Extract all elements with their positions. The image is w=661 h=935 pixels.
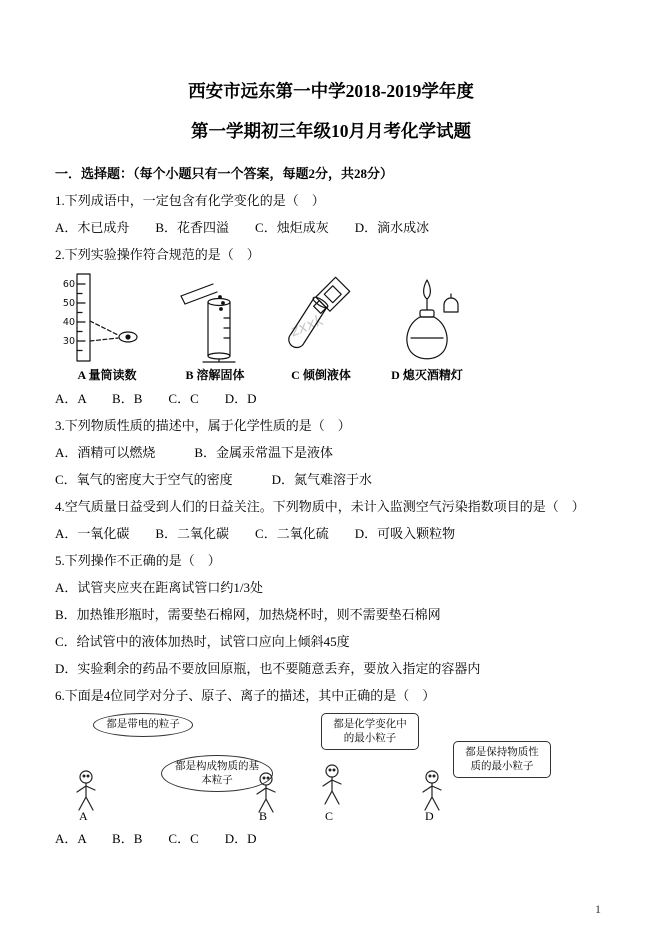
q6-label-d: D xyxy=(425,809,434,823)
q5-option-c: C．给试管中的液体加热时，试管口应向上倾斜45度 xyxy=(55,634,350,649)
q2-figure-item-d xyxy=(385,272,469,383)
q4-options: A．一氧化碳 B．二氧化碳 C．二氧化硫 D．可吸入颗粒物 xyxy=(55,526,456,541)
scale-tick-40: 40 xyxy=(62,317,75,328)
graduated-cylinder-reading-drawing xyxy=(57,272,157,364)
watermark-text: zxxk xyxy=(287,310,327,341)
q2-figure-item-a xyxy=(57,272,157,383)
student-figure-c xyxy=(317,763,347,808)
q2-figure xyxy=(57,272,607,383)
page-number: 1 xyxy=(595,902,601,916)
q6-figure xyxy=(65,713,555,825)
q1-options: A．木已成舟 B．花香四溢 C．烛炬成灰 D．滴水成冰 xyxy=(55,220,430,235)
section-header: 一．选择题：（每个小题只有一个答案，每题2分，共28分） xyxy=(55,166,394,181)
q6-bubble-c: 都是化学变化中的最小粒子 xyxy=(321,713,419,750)
q2-caption-a: A 量筒读数 xyxy=(77,368,137,382)
q2-caption-c: C 倾倒液体 xyxy=(291,368,351,382)
q6-bubble-a: 都是带电的粒子 xyxy=(93,713,193,737)
q4-stem: 4.空气质量日益受到人们的日益关注。下列物质中，未计入监测空气污染指数项目的是（ ） xyxy=(55,499,585,514)
lamp-cap-shape xyxy=(444,298,458,312)
q6-answers: A．A B．B C．C D．D xyxy=(55,831,257,846)
q2-figure-item-c xyxy=(273,272,369,383)
exam-title-line1: 西安市远东第一中学2018-2019学年度 xyxy=(188,81,474,101)
q2-caption-d: D 熄灭酒精灯 xyxy=(391,368,463,382)
q6-bubble-b: 都是构成物质的基本粒子 xyxy=(161,755,273,792)
q2-answers: A．A B．B C．C D．D xyxy=(55,391,257,406)
q6-label-a: A xyxy=(79,809,88,823)
student-figure-d xyxy=(417,769,447,814)
exam-title-line2: 第一学期初三年级10月月考化学试题 xyxy=(191,121,471,141)
q2-caption-b: B 溶解固体 xyxy=(185,368,245,382)
scale-tick-50: 50 xyxy=(62,298,75,309)
q5-stem: 5.下列操作不正确的是（ ） xyxy=(55,553,221,568)
q1-stem: 1.下列成语中，一定包含有化学变化的是（ ） xyxy=(55,193,325,208)
q2-stem: 2.下列实验操作符合规范的是（ ） xyxy=(55,247,260,262)
q6-stem: 6.下面是4位同学对分子、原子、离子的描述，其中正确的是（ ） xyxy=(55,688,436,703)
reagent-bottle-shape xyxy=(310,277,350,317)
scale-tick-60: 60 xyxy=(62,279,75,290)
q6-label-c: C xyxy=(325,809,334,823)
student-figure-a xyxy=(71,769,101,814)
q5-option-a: A．试管夹应夹在距离试管口约1/3处 xyxy=(55,580,264,595)
alcohol-lamp-drawing xyxy=(385,272,469,364)
q5-option-b: B．加热锥形瓶时，需要垫石棉网，加热烧杯时，则不需要垫石棉网 xyxy=(55,607,441,622)
q6-bubble-d: 都是保持物质性质的最小粒子 xyxy=(453,741,551,778)
q3-options-cd: C．氧气的密度大于空气的密度 D．氮气难溶于水 xyxy=(55,472,373,487)
flame-icon xyxy=(424,280,431,299)
q5-option-d: D．实验剩余的药品不要放回原瓶，也不要随意丢弃，要放入指定的容器内 xyxy=(55,661,481,676)
pouring-liquid-drawing xyxy=(273,272,369,364)
q6-label-b: B xyxy=(259,809,268,823)
scale-tick-30: 30 xyxy=(62,336,75,347)
q2-figure-item-b xyxy=(173,272,257,383)
dissolving-solid-drawing xyxy=(173,272,257,364)
q3-stem: 3.下列物质性质的描述中，属于化学性质的是（ ） xyxy=(55,418,351,433)
q3-options-ab: A．酒精可以燃烧 B．金属汞常温下是液体 xyxy=(55,445,334,460)
